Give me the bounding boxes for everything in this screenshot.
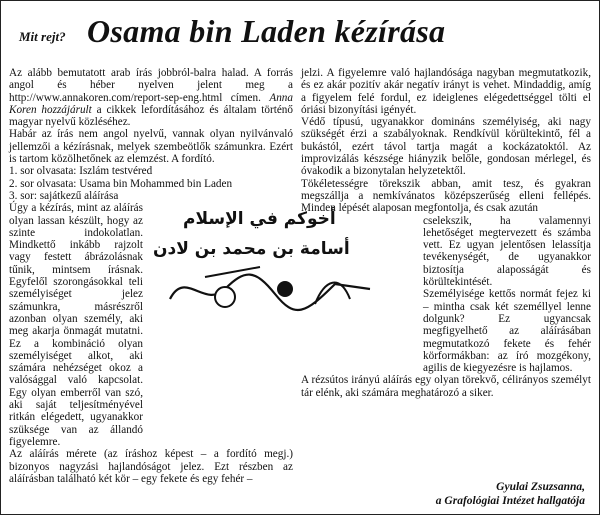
right-column (301, 67, 591, 399)
translator-note: Habár az írás nem angol nyelvű, vannak olyan nyilvánvaló jellemzői a kézírásnak, melyek szembeötlők számunkra. Ezért is tartom közölhetőnek az elemzést. A fordító. (9, 128, 293, 166)
reading-line-2: 2. sor olvasata: Usama bin Mohammed bin Laden (9, 177, 233, 190)
handwriting-line-1: أخوكم في الإسلام (183, 209, 336, 229)
right-para-3: Tökéletességre törekszik abban, amit tesz, és gyakran megszállja a nemkívánatos középszerűség elleni fellépés. Minden lépését alaposan megfontolja, és csak azután (301, 177, 591, 215)
intro-text-2: a cikkek lefordításához és általam történő magyar nyelvű közléséhez. (9, 103, 293, 129)
right-para-4: Személyisége kettős normát fejez ki – mintha csak két személlyel lenne dolgunk? Ez ugyancsak megfigyelhető az aláírásában megmutatkozó fekete és fehér körformákban: az író mozgékony, agilis de kiegyezésre is hajlamos. (423, 288, 591, 375)
reading-line-3: 3. sor: sajátkezű aláírása (9, 189, 119, 202)
right-para-2: Védő típusú, ugyanakkor domináns személyiség, aki nagy szükségét érzi a szabályoknak. Rendkívül körültekintő, fél a bukástól, ezért távol tartja magát a kockázatoktól. Az improvizálás készsége hiányzik belőle, gondosan mérlegel, és óvakodik a bizonytalan helyzetektől. (301, 116, 591, 178)
author-affiliation: a Grafológiai Intézet hallgatója (435, 495, 585, 507)
article-title: Osama bin Laden kézírása (87, 13, 446, 49)
intro-text-1: Az alább bemutatott arab írás jobbról-balra halad. A forrás angol és héber nyelven jelent meg a http://www.annakoren.com/report-sep-eng.html címen. (9, 67, 293, 104)
intro-paragraph (9, 67, 293, 128)
author-name: Gyulai Zsuzsanna, (496, 481, 585, 493)
article-header (1, 9, 599, 53)
author-byline (436, 480, 585, 508)
credit-text: Anna Koren hozzájárult (9, 91, 293, 116)
right-para-3b: cselekszik, ha valamennyi lehetőséget megtervezett és számba vett. Ez ugyan jelentősen lelassítja tevékenységét, de ugyanakkor biztosítja alaposságát és körültekintését. (423, 214, 591, 289)
size-paragraph: Az aláírás mérete (az íráshoz képest – a fordító megj.) bizonyos nagyzási hajlandóságot jelez. Ezt részben az aláírásban található két kör – egy fekete és egy fehér – (9, 448, 293, 485)
handwriting-line-2: أسامة بن محمد بن لادن (153, 239, 350, 259)
right-para-1: jelzi. A figyelemre való hajlandósága nagyban megmutatkozik, és ez akár pozitív akár negatív irányt is vehet. Mindaddig, amíg a figyelem felé fordul, ez ideiglenes elégedettséggel tölti el óriási bizonyítási igényét. (301, 67, 591, 116)
kicker: Mit rejt? (19, 29, 66, 44)
right-para-5: A rézsútos irányú aláírás egy olyan törekvő, célirányos személyt tár elénk, aki számára meghatározó a siker. (301, 374, 591, 399)
reading-line-1: 1. sor olvasata: Iszlám testvéred (9, 165, 153, 178)
analysis-paragraph: Úgy a kézírás, mint az aláírás olyan lassan készült, hogy az szinte indokolatlan. Mindkettő inkább rajzolt vagy festett ábrázolásnak tűnik, mintsem írásnak. Egyfelől szorongásokkal teli személyiséget jelez számunkra, másrészről azonban olyan személy, aki meg akarja önmagát mutatni. Ez a kombináció olyan személyiséget alkot, aki számára nehézséget okoz a valósággal való kapcsolat. Egy olyan emberről van szó, aki saját teljesítményével ritkán elégedett, ugyanakkor szüksége van az állandó figyelemre. (9, 202, 143, 448)
